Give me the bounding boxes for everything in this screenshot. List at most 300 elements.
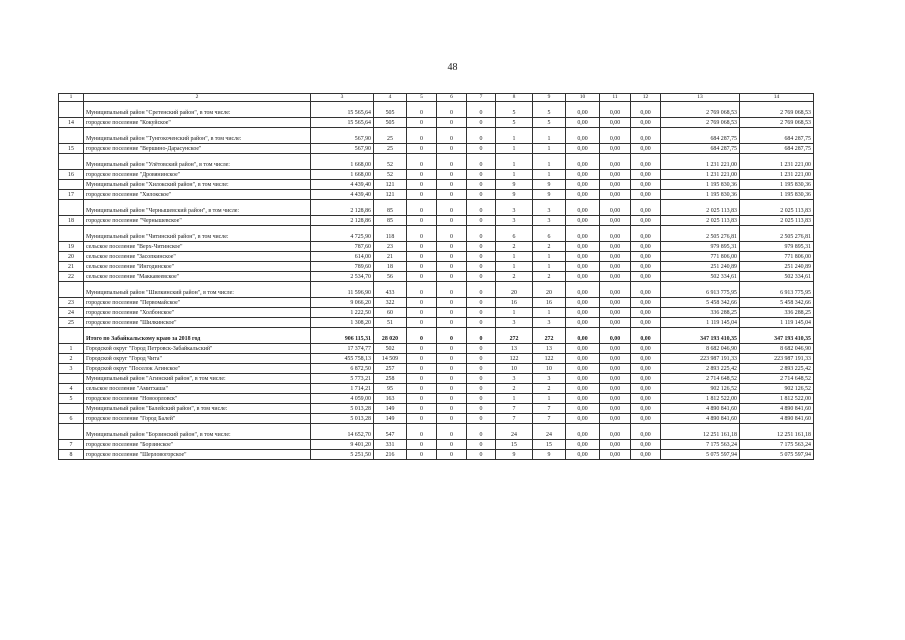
col-14-value: 1 231 221,00 <box>740 170 814 180</box>
col-9-value: 1 <box>533 252 566 262</box>
col-12-value: 0,00 <box>631 262 661 272</box>
col-7-value: 0 <box>467 414 496 424</box>
col-12-value: 0,00 <box>631 282 661 298</box>
table-row <box>59 200 814 216</box>
column-number: 9 <box>533 94 566 102</box>
col-11-value: 0,00 <box>600 170 631 180</box>
col-10-value: 0,00 <box>566 154 600 170</box>
col-4-value: 52 <box>374 154 407 170</box>
col-8-value: 3 <box>496 200 533 216</box>
col-3-value: 1 308,20 <box>311 318 374 328</box>
row-number <box>59 282 84 298</box>
col-7-value: 0 <box>467 318 496 328</box>
row-number <box>59 226 84 242</box>
col-6-value: 0 <box>437 308 467 318</box>
col-6-value: 0 <box>437 128 467 144</box>
col-10-value: 0,00 <box>566 424 600 440</box>
col-13-value: 684 287,75 <box>661 128 740 144</box>
row-number: 7 <box>59 440 84 450</box>
col-12-value: 0,00 <box>631 272 661 282</box>
col-8-value: 2 <box>496 242 533 252</box>
col-6-value: 0 <box>437 374 467 384</box>
col-9-value: 3 <box>533 374 566 384</box>
col-11-value: 0,00 <box>600 272 631 282</box>
table-row <box>59 154 814 170</box>
row-name: Муниципальный район "Тунгокоченский район", в том числе: <box>84 128 311 144</box>
col-9-value: 5 <box>533 118 566 128</box>
col-5-value: 0 <box>407 394 437 404</box>
col-12-value: 0,00 <box>631 354 661 364</box>
table-row <box>59 440 814 450</box>
col-8-value: 1 <box>496 170 533 180</box>
table-row <box>59 282 814 298</box>
table-row <box>59 216 814 226</box>
col-13-value: 2 893 225,42 <box>661 364 740 374</box>
col-11-value: 0,00 <box>600 450 631 460</box>
col-12-value: 0,00 <box>631 344 661 354</box>
col-9-value: 20 <box>533 282 566 298</box>
col-10-value: 0,00 <box>566 298 600 308</box>
col-6-value: 0 <box>437 440 467 450</box>
col-3-value: 4 059,00 <box>311 394 374 404</box>
col-8-value: 7 <box>496 404 533 414</box>
col-7-value: 0 <box>467 154 496 170</box>
col-7-value: 0 <box>467 180 496 190</box>
table-row <box>59 262 814 272</box>
col-8-value: 1 <box>496 154 533 170</box>
row-number: 2 <box>59 354 84 364</box>
col-4-value: 85 <box>374 216 407 226</box>
column-number-row <box>59 94 814 102</box>
row-name: городское поселение "Борзинское" <box>84 440 311 450</box>
col-7-value: 0 <box>467 298 496 308</box>
col-13-value: 1 231 221,00 <box>661 154 740 170</box>
col-8-value: 13 <box>496 344 533 354</box>
col-3-value: 614,00 <box>311 252 374 262</box>
col-13-value: 1 195 830,36 <box>661 180 740 190</box>
col-14-value: 2 769 068,53 <box>740 118 814 128</box>
col-7-value: 0 <box>467 354 496 364</box>
col-3-value: 11 596,90 <box>311 282 374 298</box>
col-3-value: 455 758,13 <box>311 354 374 364</box>
col-14-value: 1 119 145,04 <box>740 318 814 328</box>
col-14-value: 2 893 225,42 <box>740 364 814 374</box>
col-3-value: 567,90 <box>311 128 374 144</box>
table-row <box>59 414 814 424</box>
col-12-value: 0,00 <box>631 318 661 328</box>
table-row <box>59 308 814 318</box>
col-11-value: 0,00 <box>600 384 631 394</box>
col-6-value: 0 <box>437 404 467 414</box>
col-3-value: 9 401,20 <box>311 440 374 450</box>
col-10-value: 0,00 <box>566 328 600 344</box>
col-11-value: 0,00 <box>600 180 631 190</box>
col-9-value: 6 <box>533 226 566 242</box>
col-12-value: 0,00 <box>631 144 661 154</box>
col-10-value: 0,00 <box>566 216 600 226</box>
col-3-value: 4 439,40 <box>311 180 374 190</box>
col-7-value: 0 <box>467 190 496 200</box>
col-14-value: 4 890 841,60 <box>740 404 814 414</box>
table-row <box>59 102 814 118</box>
col-14-value: 4 890 841,60 <box>740 414 814 424</box>
row-name: Муниципальный район "Читинский район", в том числе: <box>84 226 311 242</box>
column-number: 10 <box>566 94 600 102</box>
col-4-value: 322 <box>374 298 407 308</box>
col-13-value: 2 025 113,83 <box>661 216 740 226</box>
col-12-value: 0,00 <box>631 308 661 318</box>
col-4-value: 502 <box>374 344 407 354</box>
register-table <box>58 93 814 460</box>
col-8-value: 9 <box>496 180 533 190</box>
col-7-value: 0 <box>467 262 496 272</box>
col-8-value: 7 <box>496 414 533 424</box>
col-12-value: 0,00 <box>631 180 661 190</box>
col-13-value: 2 025 113,83 <box>661 200 740 216</box>
col-10-value: 0,00 <box>566 180 600 190</box>
col-11-value: 0,00 <box>600 200 631 216</box>
col-10-value: 0,00 <box>566 318 600 328</box>
col-10-value: 0,00 <box>566 344 600 354</box>
row-number: 8 <box>59 450 84 460</box>
col-12-value: 0,00 <box>631 216 661 226</box>
col-4-value: 505 <box>374 118 407 128</box>
col-3-value: 1 714,21 <box>311 384 374 394</box>
col-11-value: 0,00 <box>600 354 631 364</box>
row-number: 14 <box>59 118 84 128</box>
col-11-value: 0,00 <box>600 374 631 384</box>
col-7-value: 0 <box>467 216 496 226</box>
column-number: 1 <box>59 94 84 102</box>
col-13-value: 771 806,00 <box>661 252 740 262</box>
col-12-value: 0,00 <box>631 374 661 384</box>
col-12-value: 0,00 <box>631 414 661 424</box>
col-4-value: 25 <box>374 144 407 154</box>
col-13-value: 336 288,25 <box>661 308 740 318</box>
col-13-value: 347 193 410,35 <box>661 328 740 344</box>
col-4-value: 60 <box>374 308 407 318</box>
col-8-value: 1 <box>496 308 533 318</box>
col-7-value: 0 <box>467 328 496 344</box>
col-10-value: 0,00 <box>566 364 600 374</box>
col-14-value: 1 812 522,00 <box>740 394 814 404</box>
col-13-value: 12 251 161,18 <box>661 424 740 440</box>
col-5-value: 0 <box>407 102 437 118</box>
row-name: городское поселение "Шилкинское" <box>84 318 311 328</box>
col-7-value: 0 <box>467 170 496 180</box>
col-6-value: 0 <box>437 282 467 298</box>
col-5-value: 0 <box>407 128 437 144</box>
col-5-value: 0 <box>407 384 437 394</box>
col-4-value: 21 <box>374 252 407 262</box>
col-14-value: 1 195 830,36 <box>740 190 814 200</box>
col-4-value: 121 <box>374 180 407 190</box>
table-row <box>59 424 814 440</box>
col-4-value: 505 <box>374 102 407 118</box>
col-5-value: 0 <box>407 318 437 328</box>
col-6-value: 0 <box>437 118 467 128</box>
col-5-value: 0 <box>407 200 437 216</box>
col-5-value: 0 <box>407 328 437 344</box>
col-6-value: 0 <box>437 328 467 344</box>
col-14-value: 2 505 276,81 <box>740 226 814 242</box>
col-3-value: 4 725,90 <box>311 226 374 242</box>
col-4-value: 28 020 <box>374 328 407 344</box>
col-12-value: 0,00 <box>631 440 661 450</box>
col-3-value: 6 872,50 <box>311 364 374 374</box>
col-5-value: 0 <box>407 374 437 384</box>
col-14-value: 979 895,31 <box>740 242 814 252</box>
col-4-value: 149 <box>374 404 407 414</box>
col-6-value: 0 <box>437 144 467 154</box>
row-name: сельское поселение "Верх-Читинское" <box>84 242 311 252</box>
col-3-value: 5 013,28 <box>311 414 374 424</box>
col-14-value: 1 195 830,36 <box>740 180 814 190</box>
col-9-value: 7 <box>533 414 566 424</box>
col-9-value: 1 <box>533 262 566 272</box>
col-4-value: 23 <box>374 242 407 252</box>
col-9-value: 5 <box>533 102 566 118</box>
col-12-value: 0,00 <box>631 328 661 344</box>
col-11-value: 0,00 <box>600 102 631 118</box>
table-row <box>59 394 814 404</box>
row-name: Муниципальный район "Улётовский район", в том числе: <box>84 154 311 170</box>
col-10-value: 0,00 <box>566 374 600 384</box>
col-5-value: 0 <box>407 414 437 424</box>
col-4-value: 258 <box>374 374 407 384</box>
row-name: городское поселение "Первомайское" <box>84 298 311 308</box>
row-name: сельское поселение "Засопкинское" <box>84 252 311 262</box>
col-11-value: 0,00 <box>600 216 631 226</box>
col-9-value: 2 <box>533 384 566 394</box>
col-12-value: 0,00 <box>631 226 661 242</box>
col-14-value: 5 075 597,94 <box>740 450 814 460</box>
col-7-value: 0 <box>467 450 496 460</box>
col-13-value: 5 458 342,66 <box>661 298 740 308</box>
col-6-value: 0 <box>437 102 467 118</box>
row-name: городское поселение "Кокуйское" <box>84 118 311 128</box>
col-10-value: 0,00 <box>566 354 600 364</box>
row-number: 5 <box>59 394 84 404</box>
col-11-value: 0,00 <box>600 190 631 200</box>
row-number: 15 <box>59 144 84 154</box>
col-10-value: 0,00 <box>566 170 600 180</box>
col-7-value: 0 <box>467 272 496 282</box>
col-9-value: 3 <box>533 216 566 226</box>
row-number: 4 <box>59 384 84 394</box>
row-name: Муниципальный район "Шилкинский район", в том числе: <box>84 282 311 298</box>
col-8-value: 272 <box>496 328 533 344</box>
col-3-value: 4 439,40 <box>311 190 374 200</box>
col-11-value: 0,00 <box>600 282 631 298</box>
col-3-value: 14 652,70 <box>311 424 374 440</box>
row-name: сельское поселение "Амитхаша" <box>84 384 311 394</box>
col-3-value: 1 222,50 <box>311 308 374 318</box>
col-6-value: 0 <box>437 226 467 242</box>
col-3-value: 17 374,77 <box>311 344 374 354</box>
col-10-value: 0,00 <box>566 144 600 154</box>
col-14-value: 2 769 068,53 <box>740 102 814 118</box>
col-12-value: 0,00 <box>631 154 661 170</box>
col-3-value: 5 773,21 <box>311 374 374 384</box>
col-12-value: 0,00 <box>631 394 661 404</box>
col-10-value: 0,00 <box>566 252 600 262</box>
col-14-value: 347 193 410,35 <box>740 328 814 344</box>
col-9-value: 24 <box>533 424 566 440</box>
col-5-value: 0 <box>407 180 437 190</box>
row-number: 20 <box>59 252 84 262</box>
row-number: 6 <box>59 414 84 424</box>
col-11-value: 0,00 <box>600 414 631 424</box>
col-4-value: 14 509 <box>374 354 407 364</box>
col-9-value: 13 <box>533 344 566 354</box>
row-number <box>59 328 84 344</box>
col-9-value: 3 <box>533 318 566 328</box>
col-3-value: 15 565,64 <box>311 102 374 118</box>
column-number: 14 <box>740 94 814 102</box>
col-3-value: 15 565,64 <box>311 118 374 128</box>
row-number: 3 <box>59 364 84 374</box>
table-row <box>59 318 814 328</box>
col-6-value: 0 <box>437 272 467 282</box>
col-5-value: 0 <box>407 354 437 364</box>
column-number: 12 <box>631 94 661 102</box>
col-5-value: 0 <box>407 190 437 200</box>
col-10-value: 0,00 <box>566 226 600 242</box>
col-5-value: 0 <box>407 118 437 128</box>
col-12-value: 0,00 <box>631 190 661 200</box>
col-5-value: 0 <box>407 252 437 262</box>
col-4-value: 216 <box>374 450 407 460</box>
col-9-value: 2 <box>533 242 566 252</box>
col-11-value: 0,00 <box>600 318 631 328</box>
row-name: городское поселение "Новоорловск" <box>84 394 311 404</box>
table-row <box>59 354 814 364</box>
col-6-value: 0 <box>437 318 467 328</box>
col-5-value: 0 <box>407 262 437 272</box>
col-3-value: 5 251,50 <box>311 450 374 460</box>
col-6-value: 0 <box>437 190 467 200</box>
col-7-value: 0 <box>467 242 496 252</box>
col-6-value: 0 <box>437 354 467 364</box>
col-12-value: 0,00 <box>631 242 661 252</box>
col-7-value: 0 <box>467 424 496 440</box>
table-row <box>59 272 814 282</box>
col-8-value: 20 <box>496 282 533 298</box>
col-5-value: 0 <box>407 440 437 450</box>
col-9-value: 9 <box>533 180 566 190</box>
col-8-value: 15 <box>496 440 533 450</box>
row-number <box>59 404 84 414</box>
page-number: 48 <box>447 62 458 73</box>
col-8-value: 1 <box>496 394 533 404</box>
row-name: Итого по Забайкальскому краю за 2018 год <box>84 328 311 344</box>
row-name: Муниципальный район "Агинский район", в том числе: <box>84 374 311 384</box>
col-12-value: 0,00 <box>631 450 661 460</box>
col-13-value: 2 505 276,81 <box>661 226 740 242</box>
col-13-value: 2 769 068,53 <box>661 118 740 128</box>
col-8-value: 5 <box>496 118 533 128</box>
col-13-value: 684 287,75 <box>661 144 740 154</box>
col-4-value: 121 <box>374 190 407 200</box>
col-8-value: 122 <box>496 354 533 364</box>
col-9-value: 1 <box>533 170 566 180</box>
col-3-value: 789,60 <box>311 262 374 272</box>
col-3-value: 2 128,86 <box>311 200 374 216</box>
col-10-value: 0,00 <box>566 102 600 118</box>
col-8-value: 1 <box>496 128 533 144</box>
table-row <box>59 364 814 374</box>
col-10-value: 0,00 <box>566 404 600 414</box>
col-14-value: 2 025 113,83 <box>740 200 814 216</box>
col-3-value: 567,90 <box>311 144 374 154</box>
col-7-value: 0 <box>467 344 496 354</box>
col-12-value: 0,00 <box>631 118 661 128</box>
row-number <box>59 374 84 384</box>
row-name: Муниципальный район "Борзинский район", в том числе: <box>84 424 311 440</box>
col-14-value: 12 251 161,18 <box>740 424 814 440</box>
col-6-value: 0 <box>437 298 467 308</box>
col-10-value: 0,00 <box>566 384 600 394</box>
row-number <box>59 154 84 170</box>
col-3-value: 1 668,00 <box>311 170 374 180</box>
col-13-value: 223 987 191,33 <box>661 354 740 364</box>
total-row <box>59 328 814 344</box>
col-6-value: 0 <box>437 384 467 394</box>
table-row <box>59 374 814 384</box>
row-name: городское поселение "Дровянинское" <box>84 170 311 180</box>
col-10-value: 0,00 <box>566 262 600 272</box>
row-number: 17 <box>59 190 84 200</box>
col-4-value: 56 <box>374 272 407 282</box>
col-11-value: 0,00 <box>600 144 631 154</box>
col-4-value: 433 <box>374 282 407 298</box>
col-9-value: 9 <box>533 450 566 460</box>
table-row <box>59 242 814 252</box>
col-9-value: 1 <box>533 144 566 154</box>
table-row <box>59 180 814 190</box>
col-6-value: 0 <box>437 450 467 460</box>
col-4-value: 85 <box>374 200 407 216</box>
column-number: 8 <box>496 94 533 102</box>
col-12-value: 0,00 <box>631 170 661 180</box>
col-6-value: 0 <box>437 200 467 216</box>
col-7-value: 0 <box>467 226 496 242</box>
col-9-value: 15 <box>533 440 566 450</box>
col-10-value: 0,00 <box>566 394 600 404</box>
col-14-value: 223 987 191,33 <box>740 354 814 364</box>
row-name: сельское поселение "Маккавеевское" <box>84 272 311 282</box>
col-13-value: 4 890 841,60 <box>661 404 740 414</box>
col-12-value: 0,00 <box>631 128 661 144</box>
col-11-value: 0,00 <box>600 128 631 144</box>
col-8-value: 9 <box>496 450 533 460</box>
col-7-value: 0 <box>467 102 496 118</box>
col-8-value: 3 <box>496 318 533 328</box>
col-13-value: 6 913 775,95 <box>661 282 740 298</box>
col-11-value: 0,00 <box>600 242 631 252</box>
col-5-value: 0 <box>407 424 437 440</box>
col-12-value: 0,00 <box>631 384 661 394</box>
col-13-value: 902 126,52 <box>661 384 740 394</box>
col-8-value: 10 <box>496 364 533 374</box>
col-6-value: 0 <box>437 170 467 180</box>
table-row <box>59 450 814 460</box>
col-4-value: 257 <box>374 364 407 374</box>
col-14-value: 902 126,52 <box>740 384 814 394</box>
col-6-value: 0 <box>437 180 467 190</box>
col-9-value: 272 <box>533 328 566 344</box>
